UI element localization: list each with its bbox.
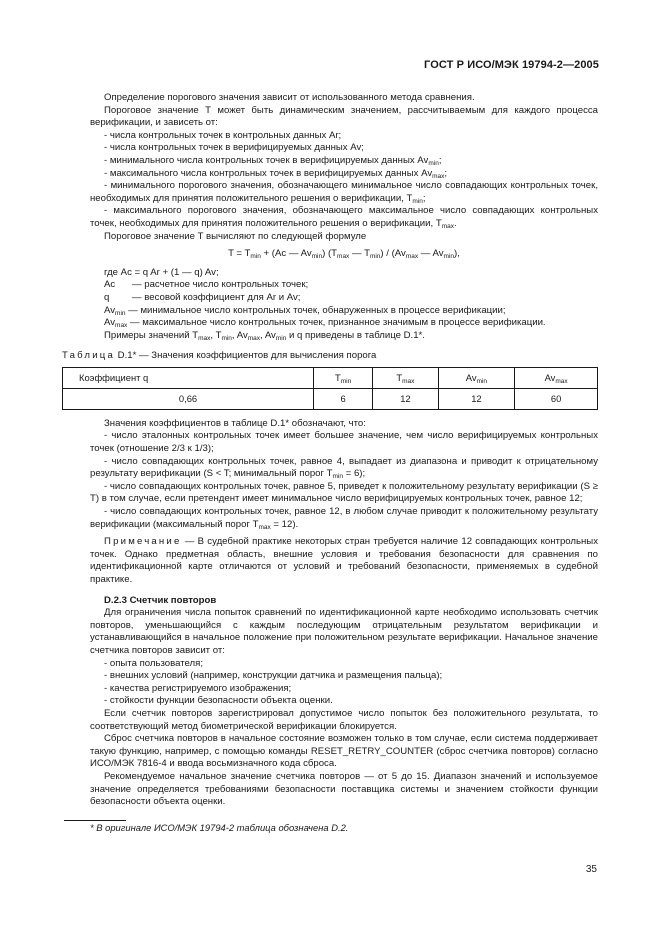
footnote-divider bbox=[64, 820, 126, 821]
list-item: - минимального порогового значения, обозначающего минимальное число совпадающих контрольных точек, необходимых для принятия положительного решения о верификации, $T_{min}$; bbox=[90, 180, 598, 205]
header-cell-avmin: $Av_{min}$ bbox=[438, 367, 515, 388]
header-cell-avmax: $Av_{max}$ bbox=[515, 367, 598, 388]
list-item: - минимального числа контрольных точек в верифицируемых данных $Av_{min}$; bbox=[104, 154, 442, 167]
page-header-title: ГОСТ Р ИСО/МЭК 19794-2—2005 bbox=[424, 59, 599, 71]
definition-q: q — весовой коэффициент для Ar и Av; bbox=[104, 291, 301, 303]
list-item: - число совпадающих контрольных точек, равное 12, в любом случае приводит к положительному результату верификации (максимальный порог $T_{max} = 12$). bbox=[90, 506, 598, 531]
list-item: - число совпадающих контрольных точек, равное 5, приведет к положительному результату верификации (S ≥ T) в том случае, если претендент имеет минимальное число верифицируемых контрольных точек, равное 12; bbox=[90, 480, 598, 505]
value-cell-avmax: 60 bbox=[515, 388, 598, 409]
paragraph: Если счетчик повторов зарегистрировал допустимое число попыток без положительного результата, то соответствующий метод биометрической верификации блокируется. bbox=[90, 707, 598, 732]
threshold-formula: $T = T_{min} + (Ac$ — $Av_{min}$) ($T_{max}$ — $T_{min}) / (Av_{max}$ — $Av_{min}$), bbox=[228, 248, 460, 261]
footnote: * В оригинале ИСО/МЭК 19794-2 таблица обозначена D.2. bbox=[90, 822, 349, 833]
page-content bbox=[62, 92, 598, 809]
list-item: - число совпадающих контрольных точек, равное 4, выпадает из диапазона и приводит к отрицательному результату верификации (S < T; минимальный порог $T_{min} = 6$); bbox=[90, 455, 598, 481]
list-item: - числа контрольных точек в верифицируемых данных Av; bbox=[104, 142, 364, 154]
examples-line: Примеры значений $T_{max}$, $T_{min}$, $Av_{max}$, $Av_{min}$ и q приведены в таблице D.1*. bbox=[104, 329, 425, 342]
list-item: - стойкости функции безопасности объекта оценки. bbox=[104, 695, 333, 707]
definition-av-min: $Av_{min}$ — минимальное число контрольных точек, обнаруженных в процессе верификации; bbox=[104, 304, 506, 317]
definition-av-max: $Av_{max}$ — максимальное число контрольных точек, признанное значимым в процессе верификации. bbox=[104, 317, 546, 330]
paragraph: Значения коэффициентов в таблице D.1* обозначают, что: bbox=[104, 417, 366, 429]
note: Примечание — В судебной практике некоторых стран требуется наличие 12 совпадающих контрольных точек. Однако предметная область, внешние условия и требования безопасности для сравнения по идентификационной карте отличаются от условий и требований безопасности, применяемых в судебной практике. bbox=[90, 536, 598, 585]
table-row bbox=[63, 388, 598, 409]
definition-ac: Ac — расчетное число контрольных точек; bbox=[104, 279, 309, 291]
page-number: 35 bbox=[585, 864, 597, 875]
header-cell-tmin: $T_{min}$ bbox=[314, 367, 373, 388]
list-item: - внешних условий (например, конструкции датчика и размещения пальца); bbox=[104, 670, 443, 682]
coefficients-table bbox=[62, 367, 598, 410]
table-header-row bbox=[63, 367, 598, 388]
paragraph: Пороговое значение Т может быть динамическим значением, рассчитываемым для каждого процесса верификации, и зависеть от: bbox=[90, 104, 598, 129]
table-caption: Таблица D.1* — Значения коэффициентов для вычисления порога bbox=[62, 350, 377, 362]
section-heading: D.2.3 Счетчик повторов bbox=[104, 594, 217, 606]
list-item: - качества регистрируемого изображения; bbox=[104, 682, 292, 694]
header-cell-tmax: $T_{max}$ bbox=[373, 367, 438, 388]
paragraph: Пороговое значение T вычисляют по следующей формуле bbox=[104, 230, 367, 242]
paragraph: Сброс счетчика повторов в начальное состояние возможен только в том случае, если система поддерживает такую функцию, например, с помощью команды RESET_RETRY_COUNTER (сброс счетчика повторов) согласно ИСО/МЭК 7816-4 и ввода восьмизначного кода сброса. bbox=[90, 733, 598, 770]
list-item: - опыта пользователя; bbox=[104, 657, 203, 669]
header-cell-coef: Коэффициент q bbox=[63, 367, 314, 388]
value-cell-coef: 0,66 bbox=[63, 388, 314, 409]
where-line: где Ac = q Ar + (1 — q) Av; bbox=[104, 266, 219, 278]
paragraph: Для ограничения числа попыток сравнений по идентификационной карте необходимо использовать счетчик повторов, уменьшающийся с каждым последующим отрицательным результатом верификации и устанавливающийся в начальное положение при положительном результате верификации. Начальное значение счетчика повторов зависит от: bbox=[90, 607, 598, 656]
paragraph: Рекомендуемое начальное значение счетчика повторов — от 5 до 15. Диапазон значений и используемое значение определяется требованиями безопасности поставщика системы и значением стойкости функции безопасности объекта оценки. bbox=[90, 770, 598, 808]
paragraph: Определение порогового значения зависит от использованного метода сравнения. bbox=[104, 92, 475, 103]
value-cell-tmin: 6 bbox=[314, 388, 373, 409]
list-item: - максимального порогового значения, обозначающего максимальное число совпадающих контрольных точек, необходимых для принятия положительного решения о верификации, $T_{max}$. bbox=[90, 205, 598, 230]
list-item: - числа контрольных точек в контрольных данных Ar; bbox=[104, 129, 342, 141]
list-item: - максимального числа контрольных точек в верифицируемых данных $Av_{max}$; bbox=[104, 167, 448, 180]
value-cell-tmax: 12 bbox=[373, 388, 438, 409]
list-item: - число эталонных контрольных точек имеет большее значение, чем число верифицируемых контрольных точек (отношение 2/3 к 1/3); bbox=[90, 430, 598, 455]
value-cell-avmin: 12 bbox=[438, 388, 515, 409]
